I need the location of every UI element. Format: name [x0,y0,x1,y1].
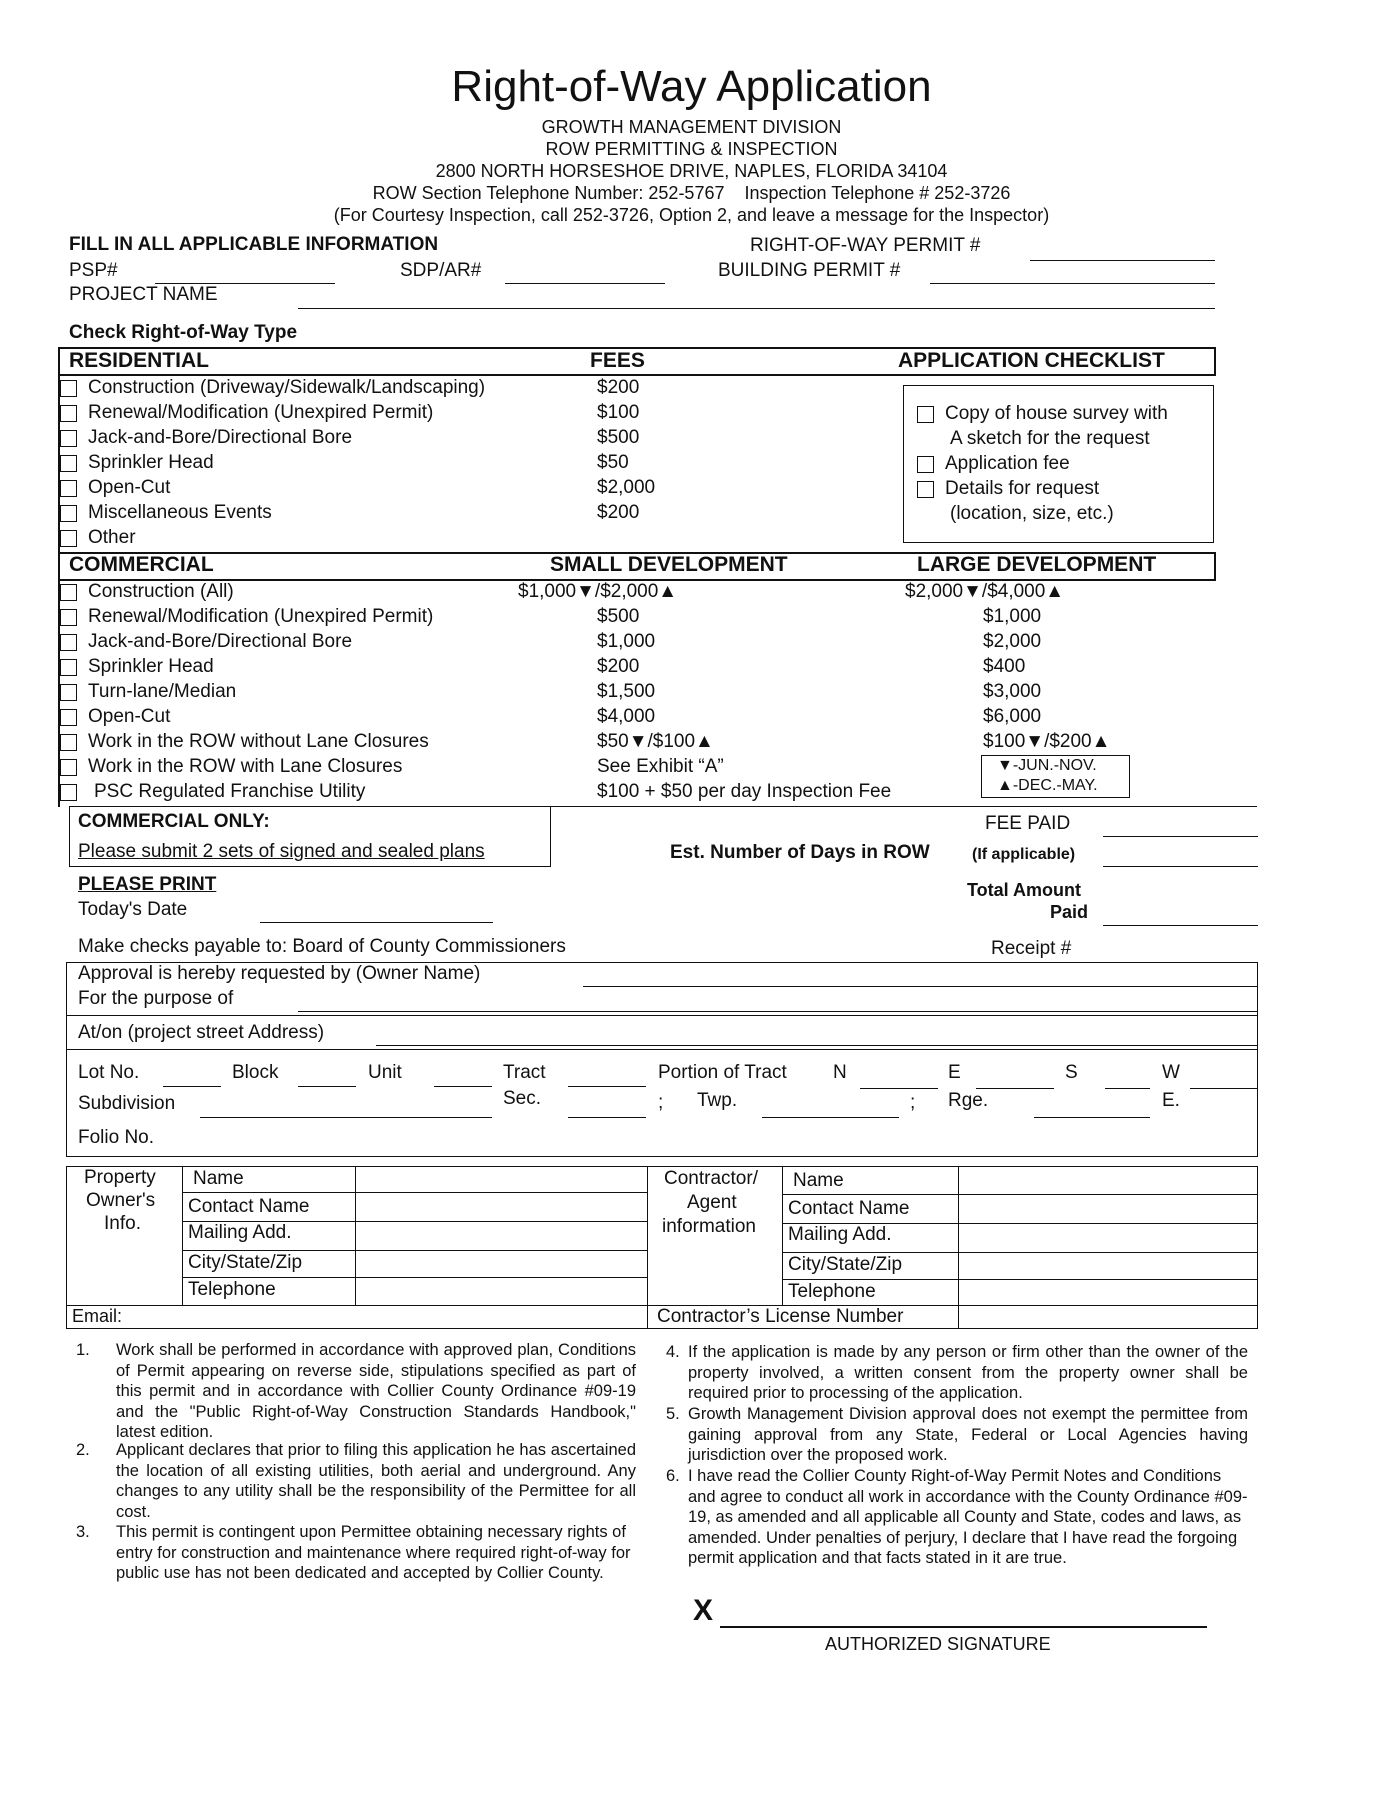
row-permit-field[interactable] [1030,260,1215,261]
commercial-small-fee: $50▼/$100▲ [597,731,714,752]
owner-telephone-input[interactable] [357,1279,645,1304]
commercial-large-fee: $100▼/$200▲ [983,731,1111,752]
residential-open-cut-checkbox[interactable] [60,480,77,497]
residential-misc-events-checkbox[interactable] [60,505,77,522]
fees-heading: FEES [590,349,645,372]
contractor-name-row-label: Name [793,1170,844,1191]
folio-label: Folio No. [78,1127,155,1148]
owner-mailing-row-label: Mailing Add. [188,1222,292,1243]
contractor-grid-divider [782,1166,783,1306]
note-5 [666,1404,1248,1466]
purpose-field[interactable] [298,1011,1258,1012]
residential-item-label: Renewal/Modification (Unexpired Permit) [88,402,434,423]
tract-label: Tract [503,1062,546,1083]
contractor-license-input[interactable] [960,1307,1256,1327]
owner-name-label: Approval is hereby requested by (Owner Name) [78,963,481,984]
owner-info-title-2: Owner's [86,1190,156,1211]
commercial-only-text: Please submit 2 sets of signed and sealed plans [78,841,485,862]
contractor-telephone-input[interactable] [960,1281,1256,1304]
commercial-large-fee: $400 [983,656,1026,677]
commercial-open-cut-checkbox[interactable] [60,709,77,726]
twp-label: Twp. [697,1090,738,1111]
todays-date-field[interactable] [260,922,493,923]
north-field[interactable] [860,1088,938,1089]
courtesy-line: (For Courtesy Inspection, call 252-3726, Option 2, and leave a message for the Inspector) [333,205,1050,225]
residential-item-label: Miscellaneous Events [88,502,272,523]
note-3 [76,1522,636,1604]
psp-label: PSP# [69,260,118,281]
residential-item-fee: $500 [597,427,640,448]
commercial-item-label: Jack-and-Bore/Directional Bore [88,631,353,652]
total-amount-label: Total Amount [967,880,1081,900]
owner-info-title-1: Property [84,1167,156,1188]
note-text: Applicant declares that prior to filing this application he has ascertained the location of all existing utilities, both aerial and underground. Any changes to any utility shall be the responsibility of the Permittee for all cost. [116,1441,636,1521]
commercial-item-label: Sprinkler Head [88,656,214,677]
note-number: 5. [666,1405,680,1423]
season-legend-dec-may: ▲-DEC.-MAY. [997,777,1098,794]
note-text: I have read the Collier County Right-of-Way Permit Notes and Conditions and agree to conduct all work in accordance with the County Ordinance #09-19, as amended and all applicable all County and State, codes and laws, as amended. Under penalties of perjury, I declare that I have read the forgoing permit application and that facts stated in it are true. [688,1467,1248,1567]
commercial-only-heading: COMMERCIAL ONLY: [78,811,270,832]
commercial-small-fee: $100 + $50 per day Inspection Fee [597,781,892,802]
sec-label: Sec. [503,1088,542,1109]
contractor-grid-divider [782,1252,1258,1253]
owner-grid-divider [355,1166,356,1306]
address-field[interactable] [376,1045,1258,1046]
note-number: 3. [76,1523,90,1541]
west-label: W [1162,1062,1180,1083]
commercial-small-fee: $1,000 [597,631,656,652]
section-line: ROW PERMITTING & INSPECTION [545,139,838,159]
rge-label: Rge. [948,1090,989,1111]
checklist-details-label-2: (location, size, etc.) [950,503,1114,524]
fee-paid-label: FEE PAID [985,813,1071,834]
residential-item-label: Jack-and-Bore/Directional Bore [88,427,353,448]
owner-city-input[interactable] [357,1252,645,1276]
commercial-with-closures-checkbox[interactable] [60,759,77,776]
note-2 [76,1440,636,1522]
residential-other-checkbox[interactable] [60,530,77,547]
commercial-small-fee: $1,500 [597,681,656,702]
residential-heading: RESIDENTIAL [69,349,210,372]
residential-item-fee: $100 [597,402,640,423]
rge-east-label: E. [1162,1090,1180,1111]
contractor-telephone-row-label: Telephone [788,1281,876,1302]
checklist-survey-label-2: A sketch for the request [950,428,1150,449]
commercial-heading: COMMERCIAL [69,553,214,576]
note-text: If the application is made by any person or firm other than the owner of the property involved, a written consent from the property owner shall be required prior to processing of the application. [688,1343,1248,1402]
owner-contact-row-label: Contact Name [188,1196,310,1217]
note-text: Work shall be performed in accordance with approved plan, Conditions of Permit appearing on reverse side, stipulations specified as part of this permit and in accordance with Collier County Ordinance #09-19 and the "Public Right-of-Way Construction Standards Handbook," latest edition. [116,1341,636,1441]
lot-label: Lot No. [78,1062,140,1083]
commercial-small-fee: $200 [597,656,640,677]
twp-semicolon: ; [910,1092,916,1113]
subdivision-label: Subdivision [78,1093,176,1114]
contractor-info-title-1: Contractor/ [664,1168,758,1189]
note-1 [76,1340,636,1441]
if-applicable-label: (If applicable) [972,846,1076,863]
please-print-heading: PLEASE PRINT [78,874,217,895]
unit-label: Unit [368,1062,402,1083]
commercial-item-label: Work in the ROW with Lane Closures [88,756,403,777]
owner-grid-divider [182,1192,647,1193]
commercial-item-label: Construction (All) [88,581,234,602]
block-label: Block [232,1062,279,1083]
south-field[interactable] [1105,1088,1150,1089]
approval-box [66,962,1258,1157]
note-6 [666,1466,1248,1590]
residential-item-fee: $200 [597,377,640,398]
residential-item-fee: $50 [597,452,629,473]
sec-field[interactable] [568,1117,646,1118]
commercial-large-fee: $3,000 [983,681,1042,702]
commercial-large-fee: $2,000 [983,631,1042,652]
residential-item-fee: $200 [597,502,640,523]
commercial-item-label: Open-Cut [88,706,171,727]
residential-item-fee: $2,000 [597,477,656,498]
paid-label: Paid [1050,902,1089,922]
contractor-contact-input[interactable] [960,1196,1256,1222]
sec-semicolon: ; [658,1092,664,1113]
sdp-label: SDP/AR# [400,260,482,281]
commercial-sprinkler-checkbox[interactable] [60,659,77,676]
commercial-small-fee: See Exhibit “A” [597,756,724,777]
east-label: E [948,1062,961,1083]
residential-item-label: Construction (Driveway/Sidewalk/Landscaping) [88,377,486,398]
commercial-turn-lane-checkbox[interactable] [60,684,77,701]
contractor-grid-divider [958,1166,959,1329]
contractor-contact-row-label: Contact Name [788,1198,910,1219]
page-title: Right-of-Way Application [451,62,932,111]
note-4 [666,1342,1248,1404]
commercial-renewal-checkbox[interactable] [60,609,77,626]
owner-grid-divider [182,1166,183,1306]
owner-name-row-label: Name [193,1168,244,1189]
total-paid-field[interactable] [1103,925,1258,926]
building-permit-label: BUILDING PERMIT # [718,260,901,281]
section-divider [551,806,1257,807]
commercial-item-label: Turn-lane/Median [88,681,237,702]
tract-field[interactable] [568,1086,646,1087]
commercial-item-label: Renewal/Modification (Unexpired Permit) [88,606,434,627]
twp-field[interactable] [762,1117,899,1118]
east-field[interactable] [976,1088,1054,1089]
telephone-line: ROW Section Telephone Number: 252-5767 Inspection Telephone # 252-3726 [372,183,1011,203]
commercial-psc-checkbox[interactable] [60,784,77,801]
todays-date-label: Today's Date [78,899,188,920]
checklist-survey-checkbox[interactable] [917,406,934,423]
checklist-fee-checkbox[interactable] [917,456,934,473]
building-permit-field[interactable] [930,283,1215,284]
contractor-name-input[interactable] [960,1168,1256,1193]
project-name-label: PROJECT NAME [69,284,218,305]
portion-tract-label: Portion of Tract [658,1062,787,1083]
residential-item-label: Open-Cut [88,477,171,498]
commercial-small-fee: $500 [597,606,640,627]
owner-city-row-label: City/State/Zip [188,1252,303,1273]
authorized-signature-field[interactable] [720,1626,1207,1628]
commercial-large-fee: $6,000 [983,706,1042,727]
est-days-label: Est. Number of Days in ROW [670,842,930,863]
sdp-field[interactable] [505,283,665,284]
note-text: This permit is contingent upon Permittee obtaining necessary rights of entry for construction and maintenance where required right-of-way for public use has not been dedicated and accepted by Collier County. [116,1523,631,1582]
row-permit-label: RIGHT-OF-WAY PERMIT # [750,235,981,256]
residential-jack-bore-checkbox[interactable] [60,430,77,447]
small-development-heading: SMALL DEVELOPMENT [550,553,788,576]
checklist-details-checkbox[interactable] [917,481,934,498]
west-field[interactable] [1190,1088,1258,1089]
north-label: N [833,1062,847,1083]
purpose-field-line-2[interactable] [66,1015,1258,1016]
commercial-small-fee: $1,000▼/$2,000▲ [518,581,678,602]
note-number: 1. [76,1341,90,1359]
residential-item-label: Sprinkler Head [88,452,214,473]
residential-item-label: Other [88,527,136,548]
fill-in-heading: FILL IN ALL APPLICABLE INFORMATION [69,234,439,255]
est-days-field[interactable] [1103,866,1258,867]
commercial-jack-bore-checkbox[interactable] [60,634,77,651]
purpose-label: For the purpose of [78,988,234,1009]
residential-construction-checkbox[interactable] [60,380,77,397]
contractor-grid-divider [782,1194,1258,1195]
contractor-info-title-3: information [662,1216,756,1237]
note-text: Growth Management Division approval does not exempt the permittee from gaining approval from any State, Federal or Local Agencies having jurisdiction over the proposed work. [688,1405,1248,1464]
owner-name-input[interactable] [357,1168,645,1191]
fee-paid-field[interactable] [1103,836,1258,837]
residential-sprinkler-checkbox[interactable] [60,455,77,472]
receipt-label: Receipt # [991,938,1072,959]
checklist-details-label: Details for request [945,478,1100,499]
commercial-item-label: PSC Regulated Franchise Utility [94,781,366,802]
note-number: 2. [76,1441,90,1459]
commercial-small-fee: $4,000 [597,706,656,727]
contractor-city-input[interactable] [960,1254,1256,1278]
commercial-no-closures-checkbox[interactable] [60,734,77,751]
unit-field[interactable] [434,1086,492,1087]
checklist-survey-label: Copy of house survey with [945,403,1168,424]
residential-renewal-checkbox[interactable] [60,405,77,422]
commercial-item-label: Work in the ROW without Lane Closures [88,731,429,752]
contractor-mailing-input[interactable] [960,1225,1256,1251]
commercial-construction-checkbox[interactable] [60,584,77,601]
owner-info-title-3: Info. [104,1213,141,1234]
contractor-license-label: Contractor’s License Number [657,1306,904,1327]
project-name-field[interactable] [298,308,1215,309]
note-number: 6. [666,1467,680,1485]
checklist-fee-label: Application fee [945,453,1070,474]
address-field-line-2[interactable] [66,1049,1258,1050]
contractor-grid-divider [782,1279,1258,1280]
checklist-heading: APPLICATION CHECKLIST [898,349,1165,372]
lot-field[interactable] [163,1086,221,1087]
owner-telephone-row-label: Telephone [188,1279,276,1300]
commercial-large-fee: $2,000▼/$4,000▲ [905,581,1065,602]
email-label: Email: [72,1306,123,1326]
division-line: GROWTH MANAGEMENT DIVISION [541,117,842,137]
contractor-city-row-label: City/State/Zip [788,1254,903,1275]
authorized-signature-label: AUTHORIZED SIGNATURE [825,1634,1051,1654]
owner-contact-input[interactable] [357,1194,645,1220]
contractor-info-title-2: Agent [687,1192,737,1213]
subdivision-field[interactable] [200,1117,492,1118]
season-legend-jun-nov: ▼-JUN.-NOV. [997,757,1097,774]
commercial-large-fee: $1,000 [983,606,1042,627]
rge-field[interactable] [1034,1117,1150,1118]
owner-grid-divider [182,1250,647,1251]
owner-mailing-input[interactable] [357,1223,645,1249]
owner-name-field[interactable] [583,986,1258,987]
signature-x-mark: X [693,1594,714,1627]
note-number: 4. [666,1343,680,1361]
make-checks-label: Make checks payable to: Board of County Commissioners [78,936,566,957]
contractor-mailing-row-label: Mailing Add. [788,1224,892,1245]
check-type-label: Check Right-of-Way Type [69,322,298,343]
south-label: S [1065,1062,1078,1083]
block-field[interactable] [298,1086,356,1087]
owner-grid-divider [182,1277,647,1278]
address-line: 2800 NORTH HORSESHOE DRIVE, NAPLES, FLORIDA 34104 [435,161,948,181]
large-development-heading: LARGE DEVELOPMENT [917,553,1157,576]
address-label: At/on (project street Address) [78,1022,325,1043]
